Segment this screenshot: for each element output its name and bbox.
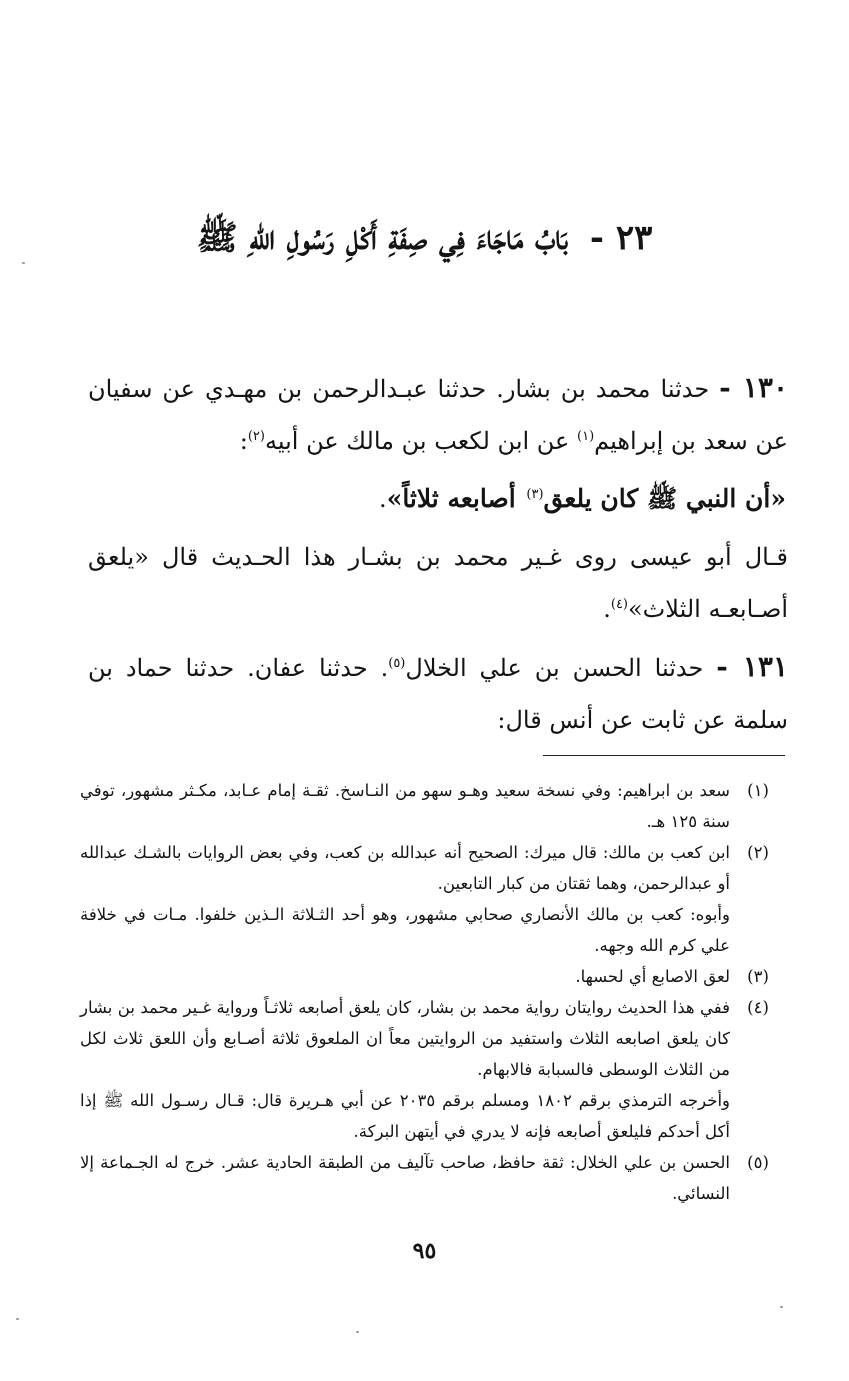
footnote-body [80, 961, 730, 992]
footnote-body [80, 992, 730, 1147]
footnote-body [80, 837, 730, 961]
footnote-paragraph: ففي هذا الحديث روايتان رواية محمد بن بشار، كان يلعق أصابعه ثلاثـاً ورواية غـير محمد بن بشار كان يلعق اصابعه الثلاث واستفيد من الروايتين معاً ان الملعوق ثلاثة أصـابع وأن اللعق ثلاث لكل من الثلاث الوسطى فالسبابة فالابهام. [80, 998, 730, 1079]
footnote-separator [543, 755, 785, 756]
hadith-130-matn [88, 473, 788, 525]
hadith-131 [88, 641, 788, 746]
footnote-number: (٣) [747, 967, 769, 986]
footnote-paragraph: الحسن بن علي الخلال: ثقة حافظ، صاحب تآليف من الطبقة الحادية عشر. خرج له الجـماعة إلا النسائي. [80, 1153, 730, 1203]
footnote-marker: (٣) [526, 487, 544, 502]
chapter-heading [0, 208, 849, 268]
footnote-number: (٤) [747, 998, 769, 1017]
footnote-marker: (١) [577, 429, 595, 444]
footnote-body [80, 1147, 730, 1209]
scan-speck [780, 1306, 783, 1308]
isnad-text: عن ابن لكعب بن مالك عن أبيه [264, 427, 578, 455]
hadith-130-comment [88, 531, 788, 635]
footnote-item [80, 992, 786, 1147]
footnote-item [80, 837, 786, 961]
footnote-marker: (٢) [247, 429, 265, 444]
hadith-number: ١٣١ - [716, 650, 788, 683]
comment-period: . [603, 595, 611, 623]
footnote-paragraph: وأبوه: كعب بن مالك الأنصاري صحابي مشهور، وهو أحد الثـلاثة الـذين خلفوا. مـات في خلافة علي كرم الله وجهه. [80, 905, 730, 955]
footnote-body [80, 775, 730, 837]
footnote-paragraph: سعد بن ابراهيم: وفي نسخة سعيد وهـو سهو من النـاسخ. ثقـة إمام عـابد، مكـثر مشهور، توفي سنة ١٢٥ هـ. [80, 781, 730, 831]
matn-text: «أن النبي ﷺ كان يلعق [543, 484, 786, 513]
footnote-paragraph: لعق الاصابع أي لحسها. [575, 967, 730, 986]
footnote-number: (١) [747, 781, 769, 800]
hadith-text: . حدثنا عفان. حدثنا حماد بن سلمة عن ثابت عن أنس قال: [88, 654, 788, 734]
footnote-marker: (٥) [388, 656, 406, 671]
page-number: ٩٥ [412, 1238, 437, 1264]
footnote-paragraph: وأخرجه الترمذي برقم ١٨٠٢ ومسلم برقم ٢٠٣٥ عن أبي هـريرة قال: قـال رسـول الله ﷺ إذا أكل أحدكم فليلعق أصابعه فإنه لا يدري في أيتهن البركة. [80, 1091, 730, 1141]
hadith-text: حدثنا الحسن بن علي الخلال [405, 654, 717, 682]
chapter-number: ٢٣ - [589, 218, 653, 258]
hadith-130-isnad [88, 362, 788, 467]
isnad-colon: : [239, 427, 248, 455]
main-text [88, 362, 788, 746]
footnote-item [80, 775, 786, 837]
matn-period: . [379, 485, 387, 513]
scan-speck [16, 1318, 19, 1320]
footnote-number: (٢) [747, 843, 769, 862]
scan-speck [22, 262, 25, 264]
footnote-number: (٥) [747, 1153, 769, 1172]
footnote-marker: (٤) [610, 597, 628, 612]
isnad-text: حدثنا محمد بن بشار. حدثنا عبـدالرحمن بن مهـدي عن سفيان عن سعد بن إبراهيم [88, 375, 788, 455]
hadith-number: ١٣٠ - [719, 371, 788, 404]
scan-speck [356, 1331, 359, 1333]
footnote-item [80, 961, 786, 992]
footnote-paragraph: ابن كعب بن مالك: قال ميرك: الصحيح أنه عبدالله بن كعب، وفي بعض الروايات بالشـك عبدالله أو عبدالرحمن، وهما ثقتان من كبار التابعين. [80, 843, 730, 893]
footnotes [80, 775, 786, 1209]
comment-text: قـال أبو عيسى روى غـير محمد بن بشـار هذا الحـديث قال «يلعق أصـابعـه الثلاث» [88, 543, 788, 623]
matn-text: أصابعه ثلاثاً» [386, 484, 525, 513]
footnote-item [80, 1147, 786, 1209]
chapter-title-text: بَابُ مَاجَاءَ فِي صِفَةِ أَكْلِ رَسُولِ اللّهِ ﷺ [196, 218, 569, 258]
